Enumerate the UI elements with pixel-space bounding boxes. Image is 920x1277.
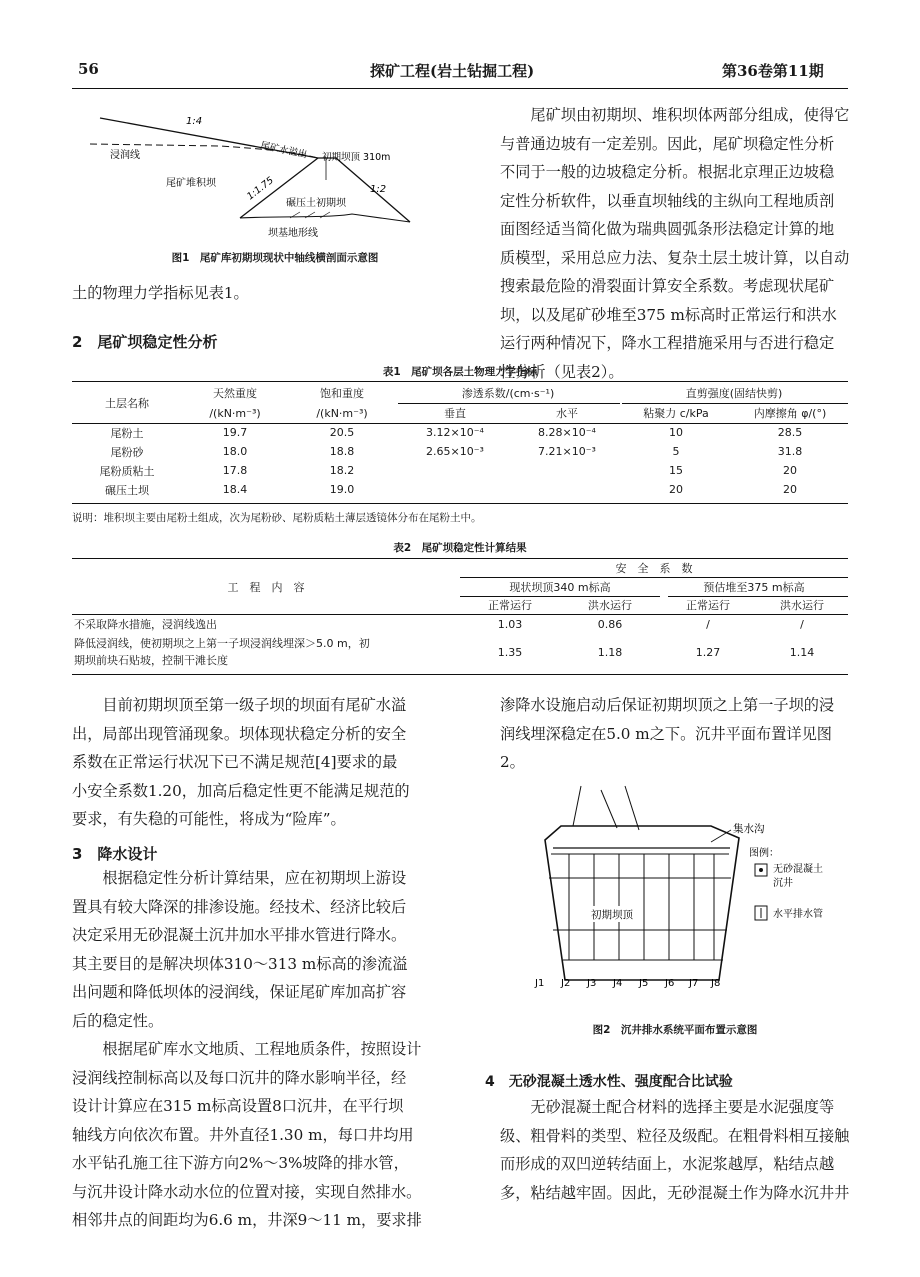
fig1-crest-label: 初期坝顶 310m <box>322 152 391 163</box>
fig2-legend-title: 图例： <box>749 848 779 859</box>
cell: 10 <box>669 426 683 439</box>
journal-title: 探矿工程(岩土钻掘工程) <box>370 62 535 80</box>
section3-title: 3 降水设计 <box>72 845 158 863</box>
text-line: 与沉井设计降水动水位的位置对接，实现自然排水。 <box>72 1182 422 1201</box>
fig2-well-label: J2 <box>561 978 571 989</box>
table-row <box>72 461 848 480</box>
fig2-pipes <box>563 854 723 960</box>
fig2-arrow-3 <box>625 786 639 830</box>
cell: 17.8 <box>222 464 248 477</box>
cell: 15 <box>669 464 683 477</box>
cell: 0.86 <box>597 617 623 631</box>
figure1-caption: 图1 尾矿库初期坝现状中轴线横剖面示意图 <box>171 252 379 264</box>
fig2-crest-label: 初期坝顶 <box>591 909 633 921</box>
fig2-well-label: J5 <box>639 978 649 989</box>
th-sat: 饱和重度 <box>320 386 364 400</box>
text-line: 后的稳定性。 <box>72 1011 164 1030</box>
cell: 18.4 <box>222 483 248 496</box>
table1 <box>72 382 848 499</box>
cell: / <box>800 617 804 631</box>
text-line: 定性分析软件，以垂直坝轴线的主纵向工程地质剖 <box>500 191 835 210</box>
issue-label: 第36卷第11期 <box>722 62 824 80</box>
text-line: 小安全系数1.20，加高后稳定性更不能满足规范的 <box>72 781 410 800</box>
text-line: 润线埋深稳定在5.0 m之下。沉井平面布置详见图 <box>500 724 832 743</box>
table2-bottom-rule <box>72 674 848 675</box>
th-content: 工 程 内 容 <box>227 580 305 594</box>
cell: 1.35 <box>497 645 523 659</box>
text-line: 2。 <box>500 753 525 771</box>
fig1-slope-top-label: 1:4 <box>186 116 203 127</box>
text-line: 与普通边坡有一定差别。因此，尾矿坝稳定性分析 <box>500 134 835 153</box>
table2-title: 表2 尾矿坝稳定性计算结果 <box>393 542 527 554</box>
cell-line: 期坝前块石贴坡，控制干滩长度 <box>74 654 228 667</box>
th-phi: 内摩擦角 φ/(°) <box>753 407 827 420</box>
cell: 1.27 <box>695 645 721 659</box>
cell <box>514 461 620 480</box>
table1-note: 说明：堆积坝主要由尾粉土组成，次为尾粉砂、尾粉质粘土薄层透镜体分布在尾粉土中。 <box>72 512 482 524</box>
cell: 2.65×10⁻³ <box>426 445 484 458</box>
cell: 18.2 <box>329 464 355 477</box>
text-line: 渗降水设施启动后保证初期坝顶之上第一子坝的浸 <box>500 696 835 714</box>
section2-title: 2 尾矿坝稳定性分析 <box>72 333 218 351</box>
cell: 7.21×10⁻³ <box>538 445 596 458</box>
text-line: 性分析（见表2）。 <box>500 362 624 381</box>
table-row <box>72 480 848 499</box>
fig1-tailings-label: 尾矿堆积坝 <box>166 178 216 189</box>
table-row <box>72 614 848 634</box>
cell: 3.12×10⁻⁴ <box>426 426 484 439</box>
fig2-legend-well-2: 沉井 <box>773 878 793 889</box>
th-flood: 洪水运行 <box>588 599 632 612</box>
left-para-2 <box>72 691 472 834</box>
th-safety: 安 全 系 数 <box>615 562 693 575</box>
left-para-4 <box>72 1035 472 1235</box>
text-line: 不同于一般的边坡稳定分析。根据北京理正边坡稳 <box>500 163 835 181</box>
text-line: 其主要目的是解决坝体310～313 m标高的渗流溢 <box>72 954 408 973</box>
right-para-top <box>500 101 850 386</box>
text-line: 而形成的双凹逆转结面上，水泥浆越厚，粘结点越 <box>500 1155 835 1173</box>
right-para-2 <box>500 691 850 777</box>
cell: 1.03 <box>497 617 523 631</box>
cell-line: 降低浸润线，使初期坝之上第一子坝浸润线埋深＞5.0 m，初 <box>74 637 370 650</box>
fig2-arrow-1 <box>573 786 581 826</box>
table-row <box>72 634 848 670</box>
fig2-ditch-label: 集水沟 <box>733 823 765 835</box>
fig1-phreatic-label: 浸润线 <box>110 150 140 161</box>
cell: 1.18 <box>597 645 623 659</box>
th-perm-v: 垂直 <box>444 407 466 420</box>
th-normal: 正常运行 <box>686 599 730 612</box>
cell: 8.28×10⁻⁴ <box>538 426 596 439</box>
cell: 20 <box>783 483 797 496</box>
cell <box>72 634 460 670</box>
text-line: 根据稳定性分析计算结果，应在初期坝上游设 <box>102 869 407 887</box>
th-perm-h: 水平 <box>556 407 578 420</box>
text-line: 浸润线控制标高以及每口沉井的降水影响半径，经 <box>72 1068 407 1087</box>
text-line: 面图经适当简化做为瑞典圆弧条形法稳定计算的地 <box>500 220 835 238</box>
text-line: 相邻井点的间距均为6.6 m，井深9～11 m，要求排 <box>72 1211 422 1229</box>
fig1-overflow-text: 尾矿水溢出 <box>259 140 309 161</box>
text-line: 质模型，采用总应力法、复杂土层土坡计算，以自动 <box>500 248 850 267</box>
th-c: 粘聚力 c/kPa <box>643 407 709 420</box>
text-line: 要求，有失稳的可能性，将成为“险库”。 <box>72 810 346 828</box>
header-rule <box>72 88 848 89</box>
th-name: 土层名称 <box>105 396 149 410</box>
text-line: 出，局部出现管涌现象。坝体现状稳定分析的安全 <box>72 724 407 743</box>
th-perm: 渗透系数/(cm·s⁻¹) <box>461 386 555 400</box>
table-row <box>72 442 848 461</box>
cell: 尾粉土 <box>110 426 144 440</box>
text-line: 坝，以及尾矿砂堆至375 m标高时正常运行和洪水 <box>500 305 837 324</box>
cell: 5 <box>672 445 680 458</box>
page-number: 56 <box>78 60 99 78</box>
fig2-dam-outline <box>545 826 739 980</box>
fig1-slope-right-label: 1:2 <box>370 184 387 195</box>
text-line: 级、粗骨料的类型、粒径及级配。在粗骨料相互接触 <box>500 1126 850 1145</box>
text-line: 目前初期坝顶至第一级子坝的坝面有尾矿水溢 <box>102 696 407 714</box>
th-nat: 天然重度 <box>213 386 257 400</box>
th-sat-unit: /(kN·m⁻³) <box>316 406 368 420</box>
table2 <box>72 559 848 670</box>
cell: 31.8 <box>777 445 803 458</box>
right-para-3 <box>500 1093 850 1207</box>
cell: 18.8 <box>329 445 355 458</box>
fig1-foundation-label: 坝基地形线 <box>268 228 318 239</box>
left-para-1-tail: 土的物理力学指标见表1。 <box>72 284 249 302</box>
cell: 尾粉质粘土 <box>99 464 155 478</box>
th-flood: 洪水运行 <box>780 599 824 612</box>
th-current: 现状坝顶340 m标高 <box>509 580 611 594</box>
text-line: 水平钻孔施工往下游方向2%～3%坡降的排水管， <box>72 1154 409 1172</box>
th-normal: 正常运行 <box>488 599 532 612</box>
fig2-well-label: J3 <box>587 978 597 989</box>
table1-title: 表1 尾矿坝各层土物理力学指标 <box>382 366 538 378</box>
fig2-ditch-leader <box>711 830 731 842</box>
text-line: 多，粘结越牢固。因此，无砂混凝土作为降水沉井井 <box>500 1183 850 1202</box>
cell: 尾粉砂 <box>110 445 144 459</box>
fig2-well-label: J8 <box>711 978 721 989</box>
cell: 1.14 <box>789 645 815 659</box>
fig2-well-label: J4 <box>613 978 623 989</box>
text-line: 出问题和降低坝体的浸润线，保证尾矿库加高扩容 <box>72 983 407 1001</box>
fig1-slope-mid-label: 1:1.75 <box>245 174 276 203</box>
cell: 20 <box>669 483 683 496</box>
cell: 18.0 <box>222 445 248 458</box>
section4-title: 4 无砂混凝土透水性、强度配合比试验 <box>485 1074 733 1090</box>
table1-bottom-rule <box>72 503 848 504</box>
text-line: 置具有较大降深的排渗设施。经技术、经济比较后 <box>72 897 407 916</box>
text-line: 决定采用无砂混凝土沉井加水平排水管进行降水。 <box>72 926 407 944</box>
cell: 20 <box>783 464 797 477</box>
text-line: 根据尾矿库水文地质、工程地质条件，按照设计 <box>102 1040 422 1058</box>
figure1-diagram <box>90 100 450 240</box>
left-para-3 <box>72 864 472 1035</box>
fig2-well-label: J6 <box>665 978 675 989</box>
cell: 碾压土坝 <box>105 483 149 497</box>
th-shear: 直剪强度(固结快剪) <box>685 386 783 400</box>
figure2-caption: 图2 沉井排水系统平面布置示意图 <box>592 1024 758 1036</box>
fig2-well-label: J7 <box>689 978 699 989</box>
cell <box>396 461 514 480</box>
figure2-diagram <box>505 780 850 1010</box>
fig2-well-label: J1 <box>535 978 545 989</box>
fig2-legend-well-dot <box>759 868 763 872</box>
text-line: 系数在正常运行状况下已不满足规范[4]要求的最 <box>72 753 398 771</box>
text-line: 设计计算应在315 m标高设置8口沉井，在平行坝 <box>72 1097 404 1115</box>
text-line: 运行两种情况下，降水工程措施采用与否进行稳定 <box>500 334 835 352</box>
text-line: 搜索最危险的滑裂面计算安全系数。考虑现状尾矿 <box>500 277 835 295</box>
cell <box>396 480 514 499</box>
cell: 19.0 <box>329 483 355 496</box>
fig1-rolled-dam-label: 碾压土初期坝 <box>286 198 346 209</box>
th-future: 预估堆至375 m标高 <box>703 580 805 594</box>
fig2-legend-pipe: 水平排水管 <box>773 909 823 920</box>
text-line: 轴线方向依次布置。井外直径1.30 m，每口井均用 <box>72 1125 414 1144</box>
table-row <box>72 423 848 442</box>
th-nat-unit: /(kN·m⁻³) <box>209 406 261 420</box>
cell: 19.7 <box>222 426 248 439</box>
cell: / <box>706 617 710 631</box>
cell: 28.5 <box>777 426 803 439</box>
cell: 不采取降水措施，浸润线逸出 <box>74 618 217 631</box>
text-line: 尾矿坝由初期坝、堆积坝体两部分组成，使得它 <box>530 106 850 124</box>
fig2-arrow-2 <box>601 790 617 828</box>
fig2-legend-well-1: 无砂混凝土 <box>773 864 823 875</box>
cell <box>514 480 620 499</box>
text-line: 无砂混凝土配合材料的选择主要是水泥强度等 <box>530 1098 835 1116</box>
cell: 20.5 <box>329 426 355 439</box>
